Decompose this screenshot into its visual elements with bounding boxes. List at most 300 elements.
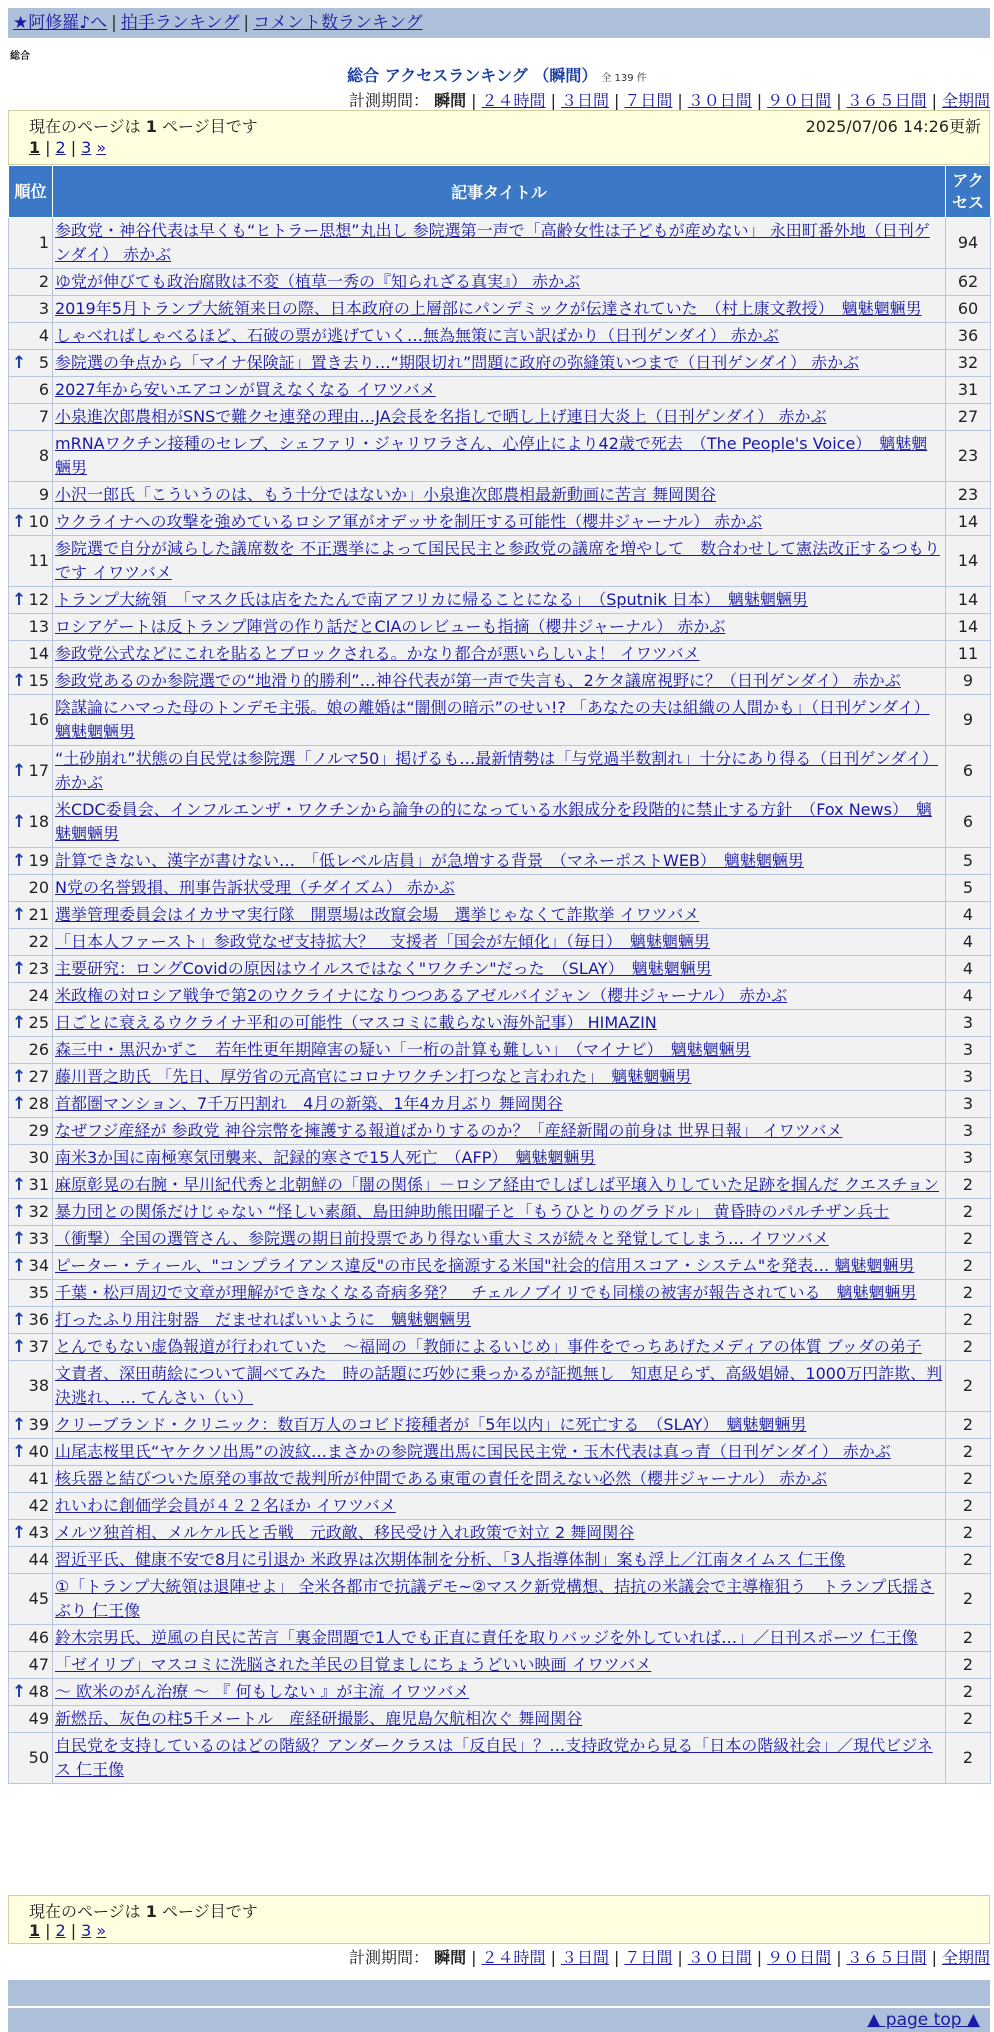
article-title-link[interactable]: 日ごとに衰えるウクライナ平和の可能性（マスコミに載らない海外記事） HIMAZIN: [55, 1013, 657, 1032]
access-count: 36: [946, 323, 991, 350]
article-title-link[interactable]: ウクライナへの攻撃を強めているロシア軍がオデッサを制圧する可能性（櫻井ジャーナル） 赤かぶ: [55, 512, 763, 531]
title-cell: [53, 1466, 946, 1493]
table-row: [9, 1091, 991, 1118]
title-cell: [53, 1010, 946, 1037]
rank-cell: [9, 1172, 53, 1199]
period-365d-bottom[interactable]: ３６５日間: [846, 1948, 927, 1967]
table-row: [9, 404, 991, 431]
title-cell: [53, 431, 946, 482]
rank-cell: [9, 1733, 53, 1784]
title-cell: [53, 587, 946, 614]
article-title-link[interactable]: 自民党を支持しているのはどの階級？アンダークラスは「反自民」？…支持政党から見る「日本の階級社会」／現代ビジネス 仁王像: [55, 1736, 933, 1779]
up-arrow-icon: ↑: [12, 353, 27, 373]
next-page-link-bottom[interactable]: »: [96, 1921, 107, 1940]
table-row: [9, 269, 991, 296]
rank-number: 45: [28, 1589, 49, 1608]
access-count: 32: [946, 350, 991, 377]
title-cell: [53, 668, 946, 695]
up-arrow-icon: ↑: [12, 1094, 27, 1114]
period-90d-bottom[interactable]: ９０日間: [767, 1948, 832, 1967]
up-arrow-icon: ↑: [12, 1442, 27, 1462]
rank-number: 25: [28, 1013, 49, 1032]
period-24h-bottom[interactable]: ２４時間: [481, 1948, 546, 1967]
rank-cell: [9, 1199, 53, 1226]
rank-number: 48: [28, 1682, 49, 1701]
access-count: 31: [946, 377, 991, 404]
table-row: [9, 695, 991, 746]
period-3d-bottom[interactable]: ３日間: [560, 1948, 609, 1967]
rank-number: 1: [38, 233, 49, 252]
rank-number: 32: [28, 1202, 49, 1221]
header-rank: 順位: [9, 166, 53, 218]
access-count: 5: [946, 875, 991, 902]
table-row: [9, 929, 991, 956]
article-title-link[interactable]: 千葉・松戸周辺で文章が理解ができなくなる奇病多発？ チェルノブイリでも同様の被害が報告されている 魑魅魍魎男: [55, 1283, 917, 1302]
article-title-link[interactable]: 首都圏マンション、7千万円割れ 4月の新築、1年4カ月ぶり 舞岡関谷: [55, 1094, 563, 1113]
article-title-link[interactable]: 参政党・神谷代表は早くも“ヒトラー思想”丸出し 参院選第一声で「高齢女性は子どもが産めない」 永田町番外地（日刊ゲンダイ） 赤かぶ: [55, 221, 930, 264]
title-cell: [53, 695, 946, 746]
article-title-link[interactable]: 陰謀論にハマった母のトンデモ主張。娘の離婚は“闇側の暗示”のせい!? 「あなたの夫は組織の人間かも」（日刊ゲンダイ） 魑魅魍魎男: [55, 698, 930, 741]
title-cell: [53, 218, 946, 269]
rank-cell: [9, 1064, 53, 1091]
access-count: 3: [946, 1037, 991, 1064]
article-title-link[interactable]: “土砂崩れ”状態の自民党は参院選「ノルマ50」掲げるも…最新情勢は「与党過半数割れ」十分にあり得る（日刊ゲンダイ） 赤かぶ: [55, 749, 939, 792]
title-cell: [53, 1145, 946, 1172]
up-arrow-icon: ↑: [12, 1256, 27, 1276]
rank-cell: [9, 1520, 53, 1547]
table-row: [9, 1037, 991, 1064]
up-arrow-icon: ↑: [12, 1415, 27, 1435]
page-2-link-bottom[interactable]: 2: [55, 1921, 66, 1940]
access-count: 2: [946, 1652, 991, 1679]
article-title-link[interactable]: 麻原彰晃の右腕・早川紀代秀と北朝鮮の「闇の関係」－ロシア経由でしばしば平壌入りしていた足跡を掴んだ クエスチョン: [55, 1175, 939, 1194]
access-count: 23: [946, 431, 991, 482]
period-7d-bottom[interactable]: ７日間: [624, 1948, 673, 1967]
article-title-link[interactable]: トランプ大統領 「マスク氏は店をたたんで南アフリカに帰ることになる」 （Sputnik 日本） 魑魅魍魎男: [55, 590, 808, 609]
title-cell: [53, 614, 946, 641]
page-1-current-bottom: 1: [29, 1921, 41, 1940]
title-cell: [53, 1118, 946, 1145]
article-title-link[interactable]: 参院選で自分が減らした議席数を 不正選挙によって国民民主と参政党の議席を増やして 数合わせして憲法改正するつもりです イワツバメ: [55, 539, 940, 582]
rank-cell: [9, 1574, 53, 1625]
rank-number: 13: [28, 617, 49, 636]
pager-bottom: [8, 1895, 990, 1944]
rank-cell: [9, 218, 53, 269]
rank-cell: [9, 1625, 53, 1652]
article-title-link[interactable]: N党の名誉毀損、刑事告訴状受理（チダイズム） 赤かぶ: [55, 878, 455, 897]
article-title-link[interactable]: 核兵器と結びついた原発の事故で裁判所が仲間である東電の責任を問えない必然（櫻井ジャーナル） 赤かぶ: [55, 1469, 827, 1488]
up-arrow-icon: ↑: [12, 512, 27, 532]
article-title-link[interactable]: mRNAワクチン接種のセレブ、シェファリ・ジャリワラさん、心停止により42歳で死去 （The People's Voice） 魑魅魍魎男: [55, 434, 928, 477]
table-row: [9, 1280, 991, 1307]
rank-cell: [9, 983, 53, 1010]
rank-number: 49: [28, 1709, 49, 1728]
access-count: 2: [946, 1493, 991, 1520]
rank-number: 36: [28, 1310, 49, 1329]
access-count: 2: [946, 1226, 991, 1253]
title-cell: [53, 983, 946, 1010]
title-cell: [53, 536, 946, 587]
title-cell: [53, 1493, 946, 1520]
breadcrumb: 総合: [10, 51, 30, 62]
period-3d[interactable]: ３日間: [560, 91, 609, 110]
title-cell: [53, 746, 946, 797]
rank-cell: [9, 269, 53, 296]
table-row: [9, 797, 991, 848]
rank-number: 15: [28, 671, 49, 690]
updated-timestamp: 2025/07/06 14:26更新: [805, 117, 981, 136]
title-cell: [53, 1064, 946, 1091]
page-links: 1 | 2 | 3 »: [29, 138, 107, 157]
article-title-link[interactable]: 南米3か国に南極寒気団襲来、記録的寒さで15人死亡 （AFP） 魑魅魍魎男: [55, 1148, 596, 1167]
up-arrow-icon: ↑: [12, 761, 27, 781]
title-cell: [53, 1439, 946, 1466]
header-access: アクセス: [946, 166, 991, 218]
rank-cell: [9, 1706, 53, 1733]
total-count: 全 139 件: [601, 73, 647, 84]
table-row: [9, 377, 991, 404]
rank-cell: [9, 1547, 53, 1574]
article-title-link[interactable]: 「ゼイリブ」マスコミに洗脳された羊民の目覚ましにちょうどいい映画 イワツバメ: [55, 1655, 652, 1674]
article-title-link[interactable]: ピーター・ティール、"コンプライアンス違反"の市民を摘源する米国"社会的信用スコア・システム"を発表… 魑魅魍魎男: [55, 1256, 915, 1275]
article-title-link[interactable]: 藤川晋之助氏 「先日、厚労省の元高官にコロナワクチン打つなと言われた」 魑魅魍魎男: [55, 1067, 692, 1086]
period-current: 瞬間: [434, 91, 467, 110]
rank-number: 8: [38, 446, 49, 465]
rank-cell: [9, 875, 53, 902]
page-2-link[interactable]: 2: [55, 138, 66, 157]
article-title-link[interactable]: 小沢一郎氏「こういうのは、もう十分ではないか」小泉進次郎農相最新動画に苦言 舞岡関谷: [55, 485, 717, 504]
rank-cell: [9, 1679, 53, 1706]
title-cell: [53, 641, 946, 668]
article-title-link[interactable]: なぜフジ産経が 参政党 神谷宗幣を擁護する報道ばかりするのか？「産経新聞の前身は 世界日報」 イワツバメ: [55, 1121, 843, 1140]
rank-cell: [9, 1010, 53, 1037]
rank-cell: [9, 848, 53, 875]
title-cell: [53, 350, 946, 377]
rank-cell: [9, 614, 53, 641]
rank-number: 20: [28, 878, 49, 897]
access-count: 2: [946, 1439, 991, 1466]
current-page-text: 現在のページは 1 ページ目です: [29, 117, 258, 136]
access-count: 14: [946, 509, 991, 536]
access-count: 5: [946, 848, 991, 875]
article-title-link[interactable]: 参院選の争点から「マイナ保険証」置き去り…“期限切れ”問題に政府の弥縫策いつまで（日刊ゲンダイ） 赤かぶ: [55, 353, 860, 372]
table-row: [9, 1010, 991, 1037]
rank-cell: [9, 1307, 53, 1334]
table-row: [9, 1307, 991, 1334]
rank-cell: [9, 1091, 53, 1118]
rank-number: 44: [28, 1550, 49, 1569]
access-count: 2: [946, 1466, 991, 1493]
page-1-current: 1: [29, 138, 41, 157]
footer-bar: [8, 2008, 990, 2032]
table-row: [9, 509, 991, 536]
up-arrow-icon: ↑: [12, 905, 27, 925]
header-title: 記事タイトル: [53, 166, 946, 218]
article-title-link[interactable]: 2027年から安いエアコンが買えなくなる イワツバメ: [55, 380, 436, 399]
title-cell: [53, 1091, 946, 1118]
article-title-link[interactable]: 参政党公式などにこれを貼るとブロックされる。かなり都合が悪いらしいよ！ イワツバメ: [55, 644, 700, 663]
period-24h[interactable]: ２４時間: [481, 91, 546, 110]
access-count: 4: [946, 983, 991, 1010]
rank-number: 21: [28, 905, 49, 924]
article-title-link[interactable]: ロシアゲートは反トランプ陣営の作り話だとCIAのレビューも指摘（櫻井ジャーナル） 赤かぶ: [55, 617, 726, 636]
period-7d[interactable]: ７日間: [624, 91, 673, 110]
access-count: 2: [946, 1334, 991, 1361]
up-arrow-icon: ↑: [12, 1682, 27, 1702]
article-title-link[interactable]: 新燃岳、灰色の柱5千メートル 産経研撮影、鹿児島欠航相次ぐ 舞岡関谷: [55, 1709, 583, 1728]
page-3-link[interactable]: 3: [81, 138, 92, 157]
current-page-text-bottom: 現在のページは 1 ページ目です: [29, 1902, 258, 1921]
access-count: 9: [946, 668, 991, 695]
table-row: [9, 1199, 991, 1226]
title-cell: [53, 848, 946, 875]
link-comment-ranking[interactable]: コメント数ランキング: [253, 13, 423, 33]
rank-number: 11: [28, 551, 49, 570]
title-cell: [53, 875, 946, 902]
article-title-link[interactable]: ～ 欧米のがん治療 ～ 『 何もしない 』が主流 イワツバメ: [55, 1682, 470, 1701]
period-all[interactable]: 全期間: [941, 91, 990, 110]
article-title-link[interactable]: 参政党あるのか参院選での“地滑り的勝利”…神谷代表が第一声で失言も、2ケタ議席視野に？（日刊ゲンダイ） 赤かぶ: [55, 671, 901, 690]
access-count: 4: [946, 902, 991, 929]
table-row: [9, 587, 991, 614]
rank-cell: [9, 536, 53, 587]
rank-number: 23: [28, 959, 49, 978]
title-cell: [53, 482, 946, 509]
page-top-link[interactable]: ▲ page top ▲: [867, 2010, 980, 2030]
table-row: [9, 848, 991, 875]
article-title-link[interactable]: 鈴木宗男氏、逆風の自民に苦言「裏金問題で1人でも正直に責任を取りバッジを外していれば…」／日刊スポーツ 仁王像: [55, 1628, 918, 1647]
article-title-link[interactable]: メルツ独首相、メルケル氏と舌戦 元政敵、移民受け入れ政策で対立 2 舞岡関谷: [55, 1523, 635, 1542]
rank-number: 27: [28, 1067, 49, 1086]
rank-cell: [9, 1439, 53, 1466]
up-arrow-icon: ↑: [12, 1337, 27, 1357]
title-cell: [53, 509, 946, 536]
rank-number: 7: [38, 407, 49, 426]
title-cell: [53, 1733, 946, 1784]
up-arrow-icon: ↑: [12, 812, 27, 832]
rank-cell: [9, 746, 53, 797]
title-cell: [53, 1226, 946, 1253]
access-count: 2: [946, 1574, 991, 1625]
access-count: 11: [946, 641, 991, 668]
rank-cell: [9, 956, 53, 983]
rank-number: 46: [28, 1628, 49, 1647]
access-count: 2: [946, 1679, 991, 1706]
access-count: 14: [946, 587, 991, 614]
access-count: 3: [946, 1064, 991, 1091]
rank-cell: [9, 641, 53, 668]
period-365d[interactable]: ３６５日間: [846, 91, 927, 110]
table-row: [9, 536, 991, 587]
title-cell: [53, 323, 946, 350]
up-arrow-icon: ↑: [12, 1310, 27, 1330]
title-cell: [53, 1706, 946, 1733]
article-title-link[interactable]: しゃべればしゃべるほど、石破の票が逃げていく…無為無策に言い訳ばかり（日刊ゲンダイ） 赤かぶ: [55, 326, 779, 345]
article-title-link[interactable]: 山尾志桜里氏“ヤケクソ出馬”の波紋…まさかの参院選出馬に国民民主党・玉木代表は真っ青（日刊ゲンダイ） 赤かぶ: [55, 1442, 891, 1461]
table-row: [9, 983, 991, 1010]
article-title-link[interactable]: 打ったふり用注射器 だませればいいように 魑魅魍魎男: [55, 1310, 472, 1329]
rank-number: 16: [28, 710, 49, 729]
table-row: [9, 1547, 991, 1574]
rank-number: 5: [38, 353, 49, 372]
access-count: 4: [946, 956, 991, 983]
table-row: [9, 1226, 991, 1253]
article-title-link[interactable]: 選挙管理委員会はイカサマ実行隊 開票場は改竄会場 選挙じゃなくて詐欺挙 イワツバメ: [55, 905, 700, 924]
rank-cell: [9, 377, 53, 404]
rank-cell: [9, 1118, 53, 1145]
period-90d[interactable]: ９０日間: [767, 91, 832, 110]
access-count: 14: [946, 536, 991, 587]
article-title-link[interactable]: ①「トランプ大統領は退陣せよ」 全米各都市で抗議デモ~②マスク新党構想、拮抗の米議会で主導権狙う トランプ氏揺さぶり 仁王像: [55, 1577, 935, 1620]
table-row: [9, 1145, 991, 1172]
up-arrow-icon: ↑: [12, 851, 27, 871]
title-cell: [53, 1280, 946, 1307]
article-title-link[interactable]: 「日本人ファースト」参政党なぜ支持拡大？ 支援者「国会が左傾化」（毎日） 魑魅魍魎男: [55, 932, 710, 951]
rank-cell: [9, 509, 53, 536]
title-cell: [53, 1412, 946, 1439]
table-row: [9, 1412, 991, 1439]
rank-number: 4: [38, 326, 49, 345]
rank-cell: [9, 902, 53, 929]
title-cell: [53, 1334, 946, 1361]
access-count: 23: [946, 482, 991, 509]
table-row: [9, 902, 991, 929]
up-arrow-icon: ↑: [12, 1067, 27, 1087]
title-cell: [53, 1361, 946, 1412]
access-count: 62: [946, 269, 991, 296]
access-count: 6: [946, 797, 991, 848]
rank-cell: [9, 1652, 53, 1679]
access-count: 2: [946, 1253, 991, 1280]
period-30d-bottom[interactable]: ３０日間: [687, 1948, 752, 1967]
period-30d[interactable]: ３０日間: [687, 91, 752, 110]
access-count: 94: [946, 218, 991, 269]
up-arrow-icon: ↑: [12, 590, 27, 610]
article-title-link[interactable]: 森三中・黒沢かずこ 若年性更年期障害の疑い「一桁の計算も難しい」 （マイナビ） 魑魅魍魎男: [55, 1040, 751, 1059]
article-title-link[interactable]: （衝撃）全国の選管さん、参院選の期日前投票であり得ない重大ミスが続々と発覚してしまう… イワツバメ: [55, 1229, 829, 1248]
access-count: 3: [946, 1145, 991, 1172]
title-cell: [53, 929, 946, 956]
title-cell: [53, 296, 946, 323]
table-row: [9, 350, 991, 377]
title-cell: [53, 902, 946, 929]
article-title-link[interactable]: 主要研究：ロングCovidの原因はウイルスではなく"ワクチン"だった （SLAY） 魑魅魍魎男: [55, 959, 712, 978]
table-row: [9, 1652, 991, 1679]
title-cell: [53, 1547, 946, 1574]
period-label: 計測期間：: [349, 91, 430, 110]
rank-number: 40: [28, 1442, 49, 1461]
article-title-link[interactable]: 小泉進次郎農相がSNSで難クセ連発の理由…JA会長を名指しで晒し上げ連日大炎上（日刊ゲンダイ） 赤かぶ: [55, 407, 827, 426]
next-page-link[interactable]: »: [96, 138, 107, 157]
pager-top: [8, 110, 990, 165]
table-row: [9, 1520, 991, 1547]
rank-number: 28: [28, 1094, 49, 1113]
article-title-link[interactable]: 米CDC委員会、インフルエンザ・ワクチンから論争の的になっている水銀成分を段階的に禁止する方針 （Fox News） 魑魅魍魎男: [55, 800, 932, 843]
table-row: [9, 875, 991, 902]
ranking-table: [8, 165, 991, 1784]
rank-number: 14: [28, 644, 49, 663]
table-row: [9, 1118, 991, 1145]
table-row: [9, 1172, 991, 1199]
rank-cell: [9, 431, 53, 482]
title-cell: [53, 377, 946, 404]
rank-cell: [9, 482, 53, 509]
rank-number: 35: [28, 1283, 49, 1302]
rank-number: 39: [28, 1415, 49, 1434]
rank-cell: [9, 1334, 53, 1361]
article-title-link[interactable]: クリーブランド・クリニック：数百万人のコビド接種者が「5年以内」に死亡する （SLAY） 魑魅魍魎男: [55, 1415, 807, 1434]
rank-cell: [9, 587, 53, 614]
title-cell: [53, 1574, 946, 1625]
article-title-link[interactable]: 暴力団との関係だけじゃない “怪しい素顔、島田紳助熊田曜子と「もうひとりのグラドル」 黄昏時のパルチザン兵士: [55, 1202, 890, 1221]
title-cell: [53, 269, 946, 296]
access-count: 3: [946, 1091, 991, 1118]
article-title-link[interactable]: 習近平氏、健康不安で8月に引退か 米政界は次期体制を分析、「3人指導体制」案も浮上／江南タイムス 仁王像: [55, 1550, 846, 1569]
link-ashura-home[interactable]: ★阿修羅♪へ: [13, 13, 108, 33]
access-count: 2: [946, 1199, 991, 1226]
rank-number: 33: [28, 1229, 49, 1248]
up-arrow-icon: ↑: [12, 959, 27, 979]
title-cell: [53, 797, 946, 848]
rank-number: 19: [28, 851, 49, 870]
table-row: [9, 641, 991, 668]
rank-number: 41: [28, 1469, 49, 1488]
table-row: [9, 1334, 991, 1361]
access-count: 2: [946, 1412, 991, 1439]
title-cell: [53, 1625, 946, 1652]
page-3-link-bottom[interactable]: 3: [81, 1921, 92, 1940]
access-count: 3: [946, 1118, 991, 1145]
article-title-link[interactable]: 2019年5月トランプ大統領来日の際、日本政府の上層部にパンデミックが伝達されていた （村上康文教授） 魑魅魍魎男: [55, 299, 922, 318]
article-title-link[interactable]: 米政権の対ロシア戦争で第2のウクライナになりつつあるアゼルバイジャン（櫻井ジャーナル） 赤かぶ: [55, 986, 788, 1005]
table-row: [9, 1466, 991, 1493]
rank-number: 50: [28, 1748, 49, 1767]
rank-cell: [9, 1412, 53, 1439]
article-title-link[interactable]: ゆ党が伸びても政治腐敗は不変（植草一秀の『知られざる真実』） 赤かぶ: [55, 272, 581, 291]
rank-number: 12: [28, 590, 49, 609]
access-count: 6: [946, 746, 991, 797]
rank-number: 10: [28, 512, 49, 531]
footer-bar-top: [8, 1980, 990, 2006]
link-clap-ranking[interactable]: 拍手ランキング: [120, 13, 240, 33]
table-row: [9, 1706, 991, 1733]
rank-number: 43: [28, 1523, 49, 1542]
rank-number: 24: [28, 986, 49, 1005]
rank-cell: [9, 296, 53, 323]
rank-cell: [9, 1226, 53, 1253]
article-title-link[interactable]: 計算できない、漢字が書けない… 「低レベル店員」が急増する背景 （マネーポストWEB） 魑魅魍魎男: [55, 851, 804, 870]
rank-number: 31: [28, 1175, 49, 1194]
table-row: [9, 1493, 991, 1520]
article-title-link[interactable]: 文責者、深田萌絵について調べてみた 時の話題に巧妙に乗っかるが証拠無し 知恵足らず、高級娼婦、1000万円詐欺、判決逃れ、… てんさい（い）: [55, 1364, 943, 1407]
rank-number: 38: [28, 1376, 49, 1395]
page-title: [0, 63, 994, 86]
article-title-link[interactable]: れいわに創価学会員が４２２名ほか イワツバメ: [55, 1496, 396, 1515]
table-row: [9, 296, 991, 323]
table-row: [9, 1679, 991, 1706]
access-count: 2: [946, 1280, 991, 1307]
rank-cell: [9, 668, 53, 695]
rank-cell: [9, 350, 53, 377]
period-all-bottom[interactable]: 全期間: [941, 1948, 990, 1967]
rank-number: 37: [28, 1337, 49, 1356]
title-cell: [53, 1172, 946, 1199]
table-row: [9, 1439, 991, 1466]
rank-cell: [9, 797, 53, 848]
title-cell: [53, 1199, 946, 1226]
title-cell: [53, 1652, 946, 1679]
article-title-link[interactable]: とんでもない虚偽報道が行われていた ～福岡の「教師によるいじめ」事件をでっちあげたメディアの体質 ブッダの弟子: [55, 1337, 922, 1356]
